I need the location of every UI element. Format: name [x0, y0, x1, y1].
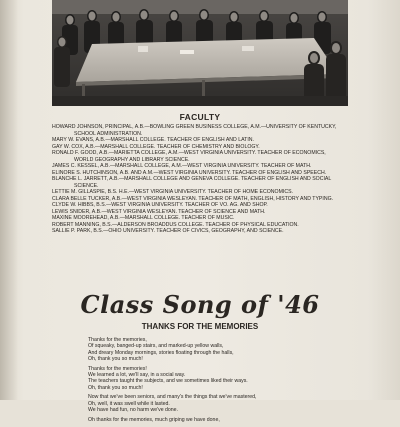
- faculty-entry-text: MAXINE MOOREHEAD, A.B.—MARSHALL COLLEGE. TEACHER OF MUSIC.: [52, 215, 235, 221]
- lyrics-stanza: [88, 366, 348, 391]
- faculty-entry: [52, 176, 348, 189]
- lyrics-stanza: [88, 337, 348, 362]
- faculty-entry-text: GAY W. COX, A.B.—MARSHALL COLLEGE. TEACHER OF CHEMISTRY AND BIOLOGY.: [52, 143, 260, 150]
- lyrics-line: Oh, well, it was swell while it lasted.: [88, 400, 170, 407]
- lyrics-line: Oh, thank you so much!: [88, 355, 143, 362]
- song-lyrics: [88, 337, 348, 427]
- faculty-entry-text: CLYDE W. HIBBS, B.S.—WEST VIRGINIA UNIVERSITY. TEACHER OF VO. AG. AND SHOP.: [52, 202, 268, 208]
- lyrics-line: Oh, thank you so much!: [88, 384, 143, 391]
- lyrics-line: Thanks for the memories!: [88, 365, 147, 372]
- faculty-entry: [52, 228, 348, 235]
- lyrics-line: We have had fun, no harm we've done.: [88, 406, 179, 413]
- faculty-entry-text: MARY W. EVANS, A.B.—MARSHALL COLLEGE. TEACHER OF ENGLISH AND LATIN.: [52, 137, 254, 143]
- lyrics-line: Oh thanks for the memories, much griping we have done,: [88, 416, 220, 423]
- faculty-entry-text: RONALD F. GOOD, A.B.—MARIETTA COLLEGE, A.M.—WEST VIRGINIA UNIVERSITY. TEACHER OF ECONOMICS,: [52, 150, 326, 156]
- faculty-entry-continuation: WORLD GEOGRAPHY AND LIBRARY SCIENCE.: [74, 156, 190, 163]
- faculty-entry-text: BLANCHE L. JARRETT, A.B.—MARSHALL COLLEGE AND GENEVA COLLEGE. TEACHER OF ENGLISH AND SOCIAL: [52, 176, 332, 182]
- faculty-entry-continuation: SCHOOL ADMINISTRATION.: [74, 130, 143, 137]
- faculty-group-photo: [52, 0, 348, 106]
- faculty-list: [52, 124, 348, 235]
- class-song-heading: Class Song of '46: [80, 290, 320, 319]
- lyrics-line: We learned a lot, we'll say, in a social way.: [88, 371, 186, 378]
- faculty-entry: [52, 124, 348, 137]
- faculty-entry-text: ROBERT MANNING, B.S.—ALDERSON BROADDUS COLLEGE. TEACHER OF PHYSICAL EDUCATION.: [52, 221, 299, 228]
- lyrics-line: And dreary Monday mornings, stories floating through the halls,: [88, 349, 234, 356]
- faculty-heading: FACULTY: [179, 112, 221, 122]
- faculty-entry-text: LETTIE M. GILLASPIE, B.S. H.E.—WEST VIRGINIA UNIVERSITY. TEACHER OF HOME ECONOMICS.: [52, 189, 293, 195]
- faculty-entry-text: SALLIE P. PARK, B.S.—OHIO UNIVERSITY. TEACHER OF CIVICS, GEOGRAPHY, AND SCIENCE.: [52, 228, 284, 234]
- faculty-entry-text: LEWIS SNIDER, A.B.—WEST VIRGINIA WESLEYAN. TEACHER OF SCIENCE AND MATH.: [52, 208, 266, 215]
- lyrics-line: The teachers taught the subjects, and we sometimes liked their ways.: [88, 378, 248, 385]
- faculty-entry: [52, 150, 348, 163]
- faculty-entry-text: ELINORE S. HUTCHINSON, A.B. AND A.M.—WEST VIRGINIA UNIVERSITY. TEACHER OF ENGLISH AND SPEECH.: [52, 169, 327, 176]
- faculty-entry-text: CLARA BELLE TUCKER, A.B.—WEST VIRGINIA WESLEYAN. TEACHER OF MATH, ENGLISH, HISTORY AND TYPING.: [52, 195, 334, 202]
- lyrics-stanza: [88, 394, 348, 413]
- lyrics-stanza: [88, 417, 348, 423]
- lyrics-line: Of squeaky, banged-up stairs, and marked-up yellow walls,: [88, 343, 224, 350]
- faculty-entry-text: JAMES C. KESSEL, A.B.—MARSHALL COLLEGE, A.M.—WEST VIRGINIA UNIVERSITY. TEACHER OF MATH.: [52, 163, 312, 169]
- page-binding-shadow: [0, 0, 18, 400]
- faculty-entry-text: HOWARD JOHNSON, PRINCIPAL, A.B.—BOWLING GREEN BUSINESS COLLEGE, A.M.—UNIVERSITY OF KENTUCKY,: [52, 124, 337, 130]
- lyrics-line: Thanks for the memories,: [88, 337, 147, 343]
- lyrics-line: Now that we've been seniors, and many's the things that we've mastered,: [88, 394, 257, 401]
- song-title: THANKS FOR THE MEMORIES: [141, 322, 259, 331]
- faculty-entry-continuation: SCIENCE.: [74, 182, 99, 189]
